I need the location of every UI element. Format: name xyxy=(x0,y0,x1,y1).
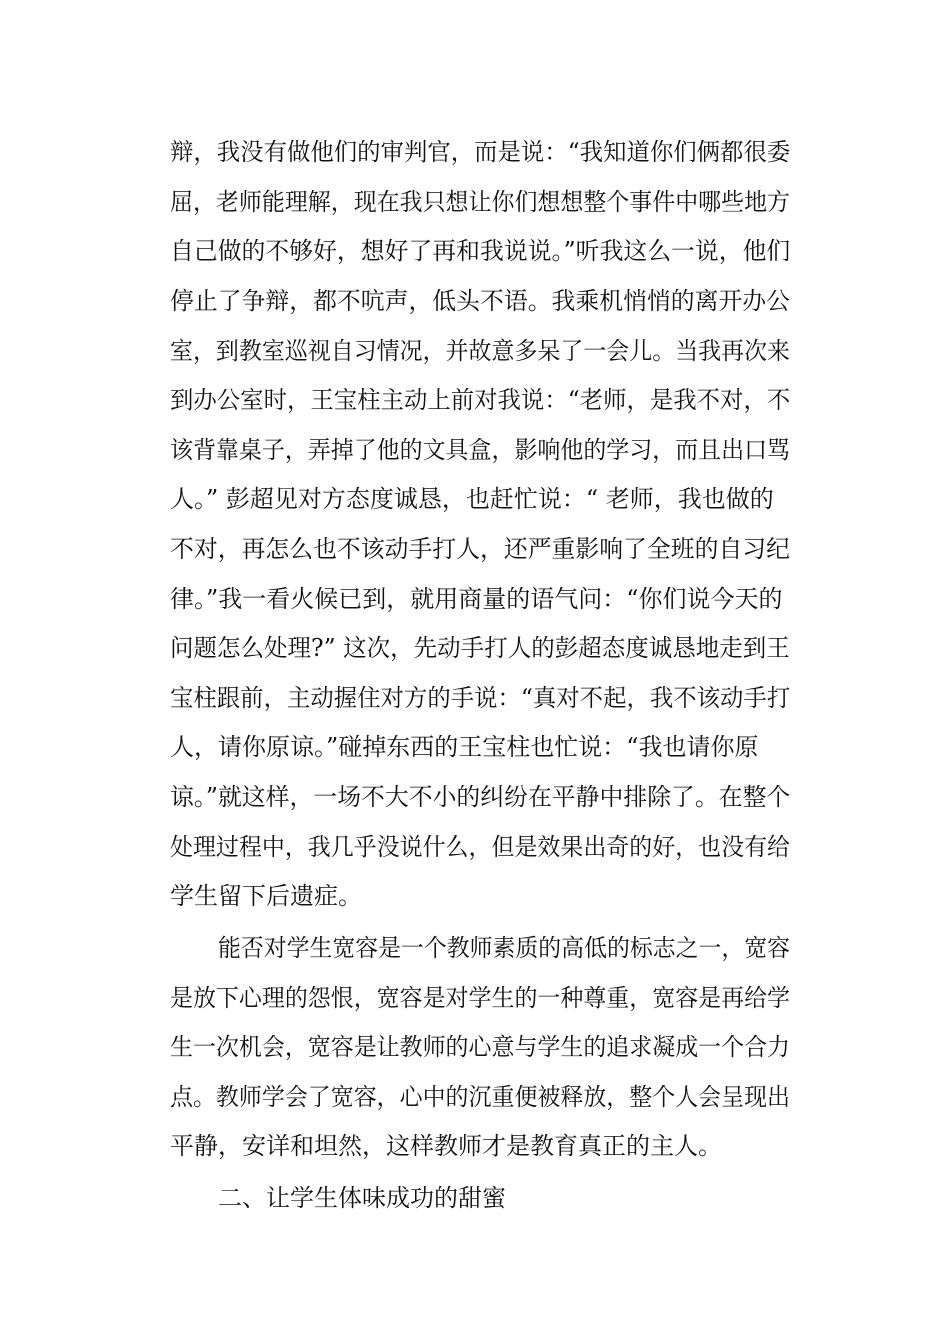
paragraph-line: 停止了争辩，都不吭声，低头不语。我乘机悄悄的离开办公 xyxy=(170,287,791,315)
paragraph-line: 不对，再怎么也不该动手打人，还严重影响了全班的自习纪 xyxy=(170,535,791,563)
paragraph-line: 能否对学生宽容是一个教师素质的高低的标志之一，宽容 xyxy=(218,934,790,962)
paragraph-line: 是放下心理的怨恨，宽容是对学生的一种尊重，宽容是再给学 xyxy=(170,984,791,1012)
paragraph-line: 人，请你原谅。”碰掉东西的王宝柱也忙说：“我也请你原 xyxy=(170,733,759,761)
paragraph-line: 学生留下后遗症。 xyxy=(170,882,362,910)
paragraph-line: 辩，我没有做他们的审判官，而是说：“我知道你们俩都很委 xyxy=(170,138,791,166)
paragraph-line: 宝柱跟前，主动握住对方的手说：“真对不起，我不该动手打 xyxy=(170,684,791,712)
paragraph-line: 谅。”就这样，一场不大不小的纠纷在平静中排除了。在整个 xyxy=(170,783,791,811)
section-heading: 二、让学生体味成功的甜蜜 xyxy=(218,1184,506,1212)
paragraph-line: 律。”我一看火候已到，就用商量的语气问：“你们说今天的 xyxy=(170,585,783,613)
paragraph-line: 自己做的不够好，想好了再和我说说。”听我这么一说，他们 xyxy=(170,237,791,265)
paragraph-line: 到办公室时，王宝柱主动上前对我说：“老师，是我不对，不 xyxy=(170,386,791,414)
paragraph-line: 屈，老师能理解，现在我只想让你们想想整个事件中哪些地方 xyxy=(170,188,791,216)
paragraph-line: 人。” 彭超见对方态度诚恳，也赶忙说：“ 老师，我也做的 xyxy=(170,485,774,513)
paragraph-line: 该背靠桌子，弄掉了他的文具盒，影响他的学习，而且出口骂 xyxy=(170,436,791,464)
paragraph-line: 处理过程中，我几乎没说什么，但是效果出奇的好，也没有给 xyxy=(170,833,791,861)
paragraph-line: 点。教师学会了宽容，心中的沉重便被释放，整个人会呈现出 xyxy=(170,1083,791,1111)
paragraph-line: 生一次机会，宽容是让教师的心意与学生的追求凝成一个合力 xyxy=(170,1033,791,1061)
paragraph-line: 问题怎么处理?” 这次，先动手打人的彭超态度诚恳地走到王 xyxy=(170,634,790,662)
paragraph-line: 室，到教室巡视自习情况，并故意多呆了一会儿。当我再次来 xyxy=(170,337,791,365)
paragraph-line: 平静，安详和坦然，这样教师才是教育真正的主人。 xyxy=(170,1132,722,1160)
